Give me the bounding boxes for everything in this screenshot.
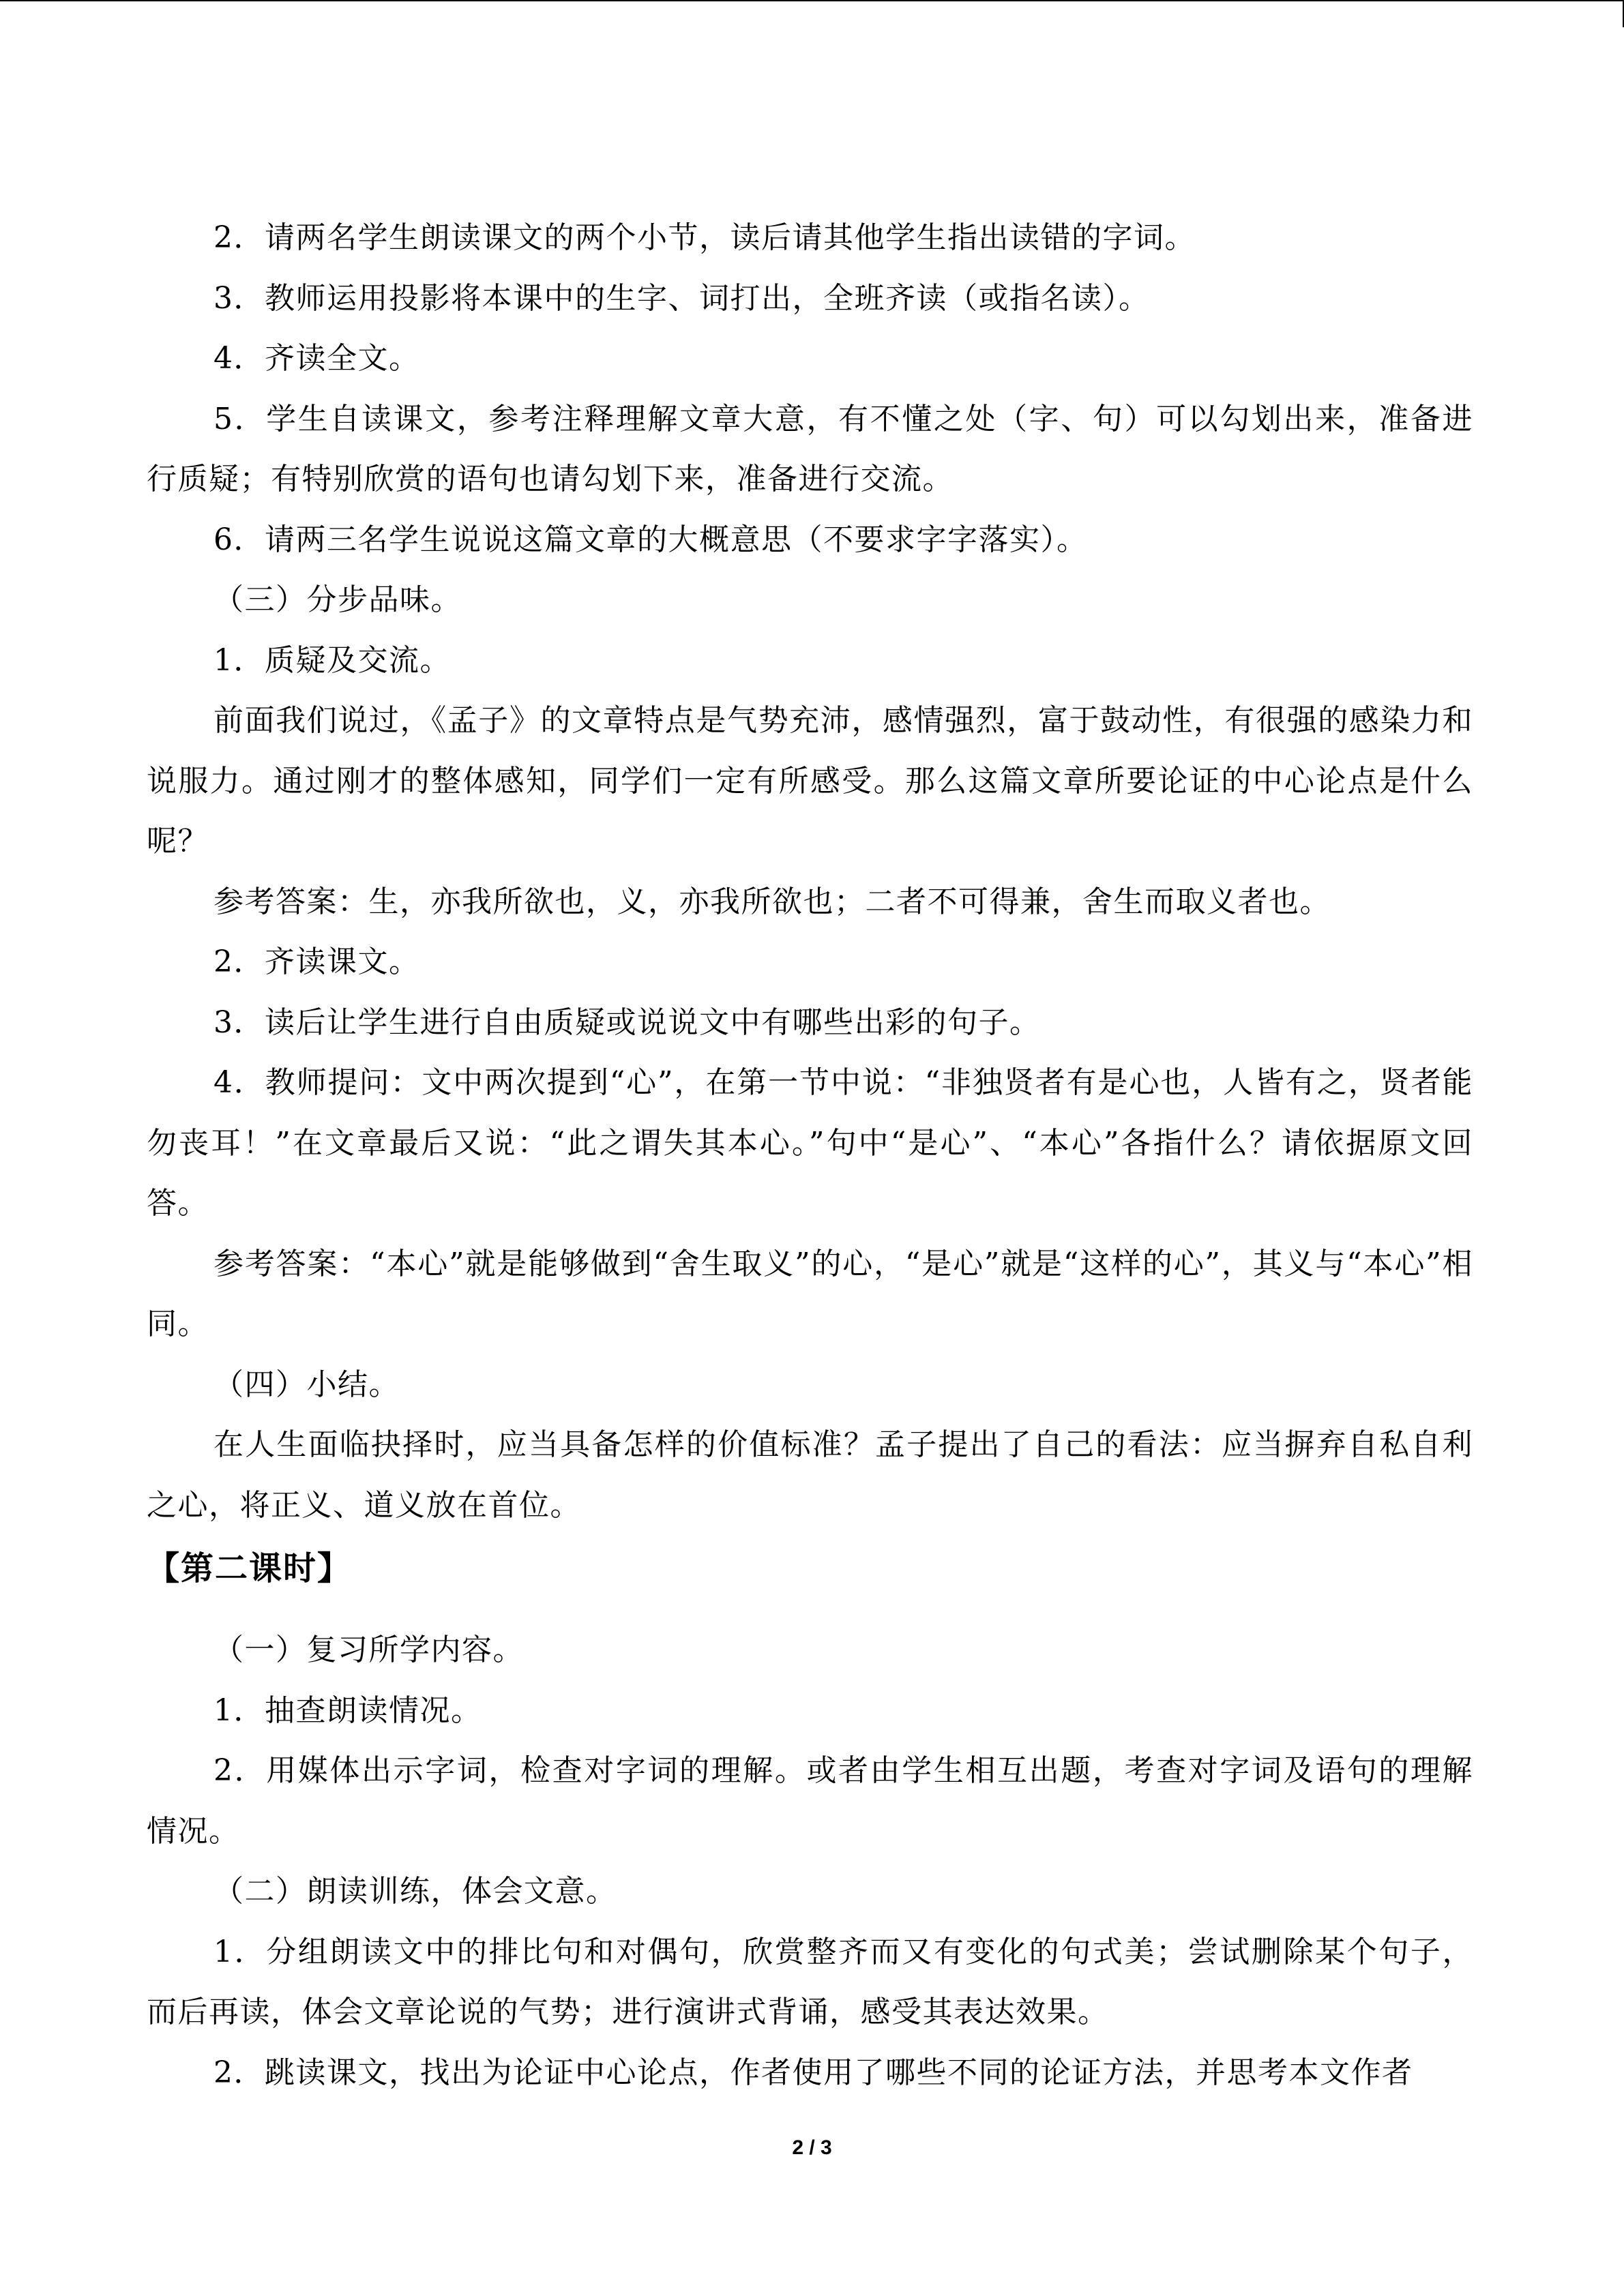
paragraph: 2．跳读课文，找出为论证中心论点，作者使用了哪些不同的论证方法，并思考本文作者	[213, 2055, 1413, 2090]
page-number: 2 / 3	[792, 2136, 832, 2159]
reference-answer: 参考答案：“本心”就是能够做到“舍生取义”的心，“是心”就是“这样的心”，其义与“本心”相同。	[147, 1246, 1473, 1341]
paragraph: 2．请两名学生朗读课文的两个小节，读后请其他学生指出读错的字词。	[213, 220, 1196, 255]
paragraph: 6．请两三名学生说说这篇文章的大概意思（不要求字字落实）。	[213, 522, 1088, 557]
paragraph: 4．教师提问：文中两次提到“心”，在第一节中说：“非独贤者有是心也，人皆有之，贤者能勿丧耳！”在文章最后又说：“此之谓失其本心。”句中“是心”、“本心”各指什么？请依据原文回答。	[147, 1065, 1473, 1221]
paragraph: 前面我们说过，《孟子》的文章特点是气势充沛，感情强烈，富于鼓动性，有很强的感染力和说服力。通过刚才的整体感知，同学们一定有所感受。那么这篇文章所要论证的中心论点是什么呢？	[147, 703, 1473, 859]
paragraph: 2．用媒体出示字词，检查对字词的理解。或者由学生相互出题，考查对字词及语句的理解情况。	[147, 1753, 1473, 1849]
paragraph: 在人生面临抉择时，应当具备怎样的价值标准？孟子提出了自己的看法：应当摒弃自私自利之心，将正义、道义放在首位。	[147, 1427, 1473, 1523]
section-subheading: （三）分步品味。	[213, 582, 462, 617]
section-subheading: （二）朗读训练，体会文意。	[213, 1874, 617, 1909]
paragraph: 3．教师运用投影将本课中的生字、词打出，全班齐读（或指名读）。	[213, 280, 1150, 316]
reference-answer: 参考答案：生，亦我所欲也，义，亦我所欲也；二者不可得兼，舍生而取义者也。	[213, 884, 1331, 919]
paragraph: 1．质疑及交流。	[213, 642, 451, 678]
paragraph: 4．齐读全文。	[213, 341, 420, 376]
section-subheading: （一）复习所学内容。	[213, 1632, 524, 1667]
paragraph: 5．学生自读课文，参考注释理解文章大意，有不懂之处（字、句）可以勾划出来，准备进行质疑；有特别欣赏的语句也请勾划下来，准备进行交流。	[147, 401, 1473, 496]
paragraph: 2．齐读课文。	[213, 944, 420, 979]
lesson-heading: 【第二课时】	[147, 1549, 352, 1587]
document-body	[147, 208, 1473, 2103]
paragraph: 1．分组朗读文中的排比句和对偶句，欣赏整齐而又有变化的句式美；尝试删除某个句子，而后再读，体会文章论说的气势；进行演讲式背诵，感受其表达效果。	[147, 1934, 1473, 2029]
section-subheading: （四）小结。	[213, 1367, 400, 1402]
paragraph: 1．抽查朗读情况。	[213, 1693, 482, 1728]
top-border-line	[0, 0, 1624, 1]
paragraph: 3．读后让学生进行自由质疑或说说文中有哪些出彩的句子。	[213, 1004, 1041, 1040]
